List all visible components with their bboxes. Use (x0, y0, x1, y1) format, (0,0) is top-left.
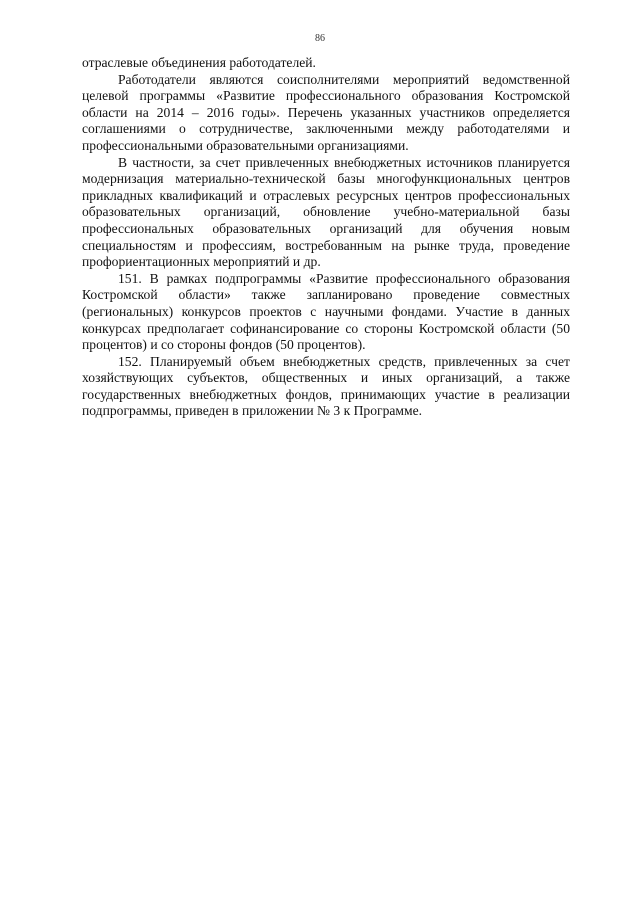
page-number: 86 (315, 33, 325, 44)
paragraph-continuation: отраслевые объединения работодателей. (82, 55, 316, 70)
paragraph-employers: Работодатели являются соисполнителями мероприятий ведомственной целевой программы «Развитие профессионального образования Костромской области на 2014 – 2016 годы». Перечень указанных участников определяется соглашениями о сотрудничестве, заключенными между работодателями и профессиональными образовательными организациями. (82, 71, 570, 153)
paragraph-extrabudgetary-sources: В частности, за счет привлеченных внебюджетных источников планируется модернизация материально-технической базы многофункциональных центров прикладных квалификаций и отраслевых ресурсных центров профессиональных образовательных организаций, обновление учебно-материальной базы профессиональных образовательных организаций для обучения новым специальностям и профессиям, востребованным на рынке труда, проведение профориентационных мероприятий и др. (82, 154, 570, 270)
document-body (82, 55, 570, 420)
paragraph-152: 152. Планируемый объем внебюджетных средств, привлеченных за счет хозяйствующих субъектов, общественных и иных организаций, а также государственных внебюджетных фондов, принимающих участие в реализации подпрограммы, приведен в приложении № 3 к Программе. (82, 353, 570, 419)
paragraph-151: 151. В рамках подпрограммы «Развитие профессионального образования Костромской области» также запланировано проведение совместных (региональных) конкурсов проектов с научными фондами. Участие в данных конкурсах предполагает софинансирование со стороны Костромской области (50 процентов) и со стороны фондов (50 процентов). (82, 270, 570, 353)
